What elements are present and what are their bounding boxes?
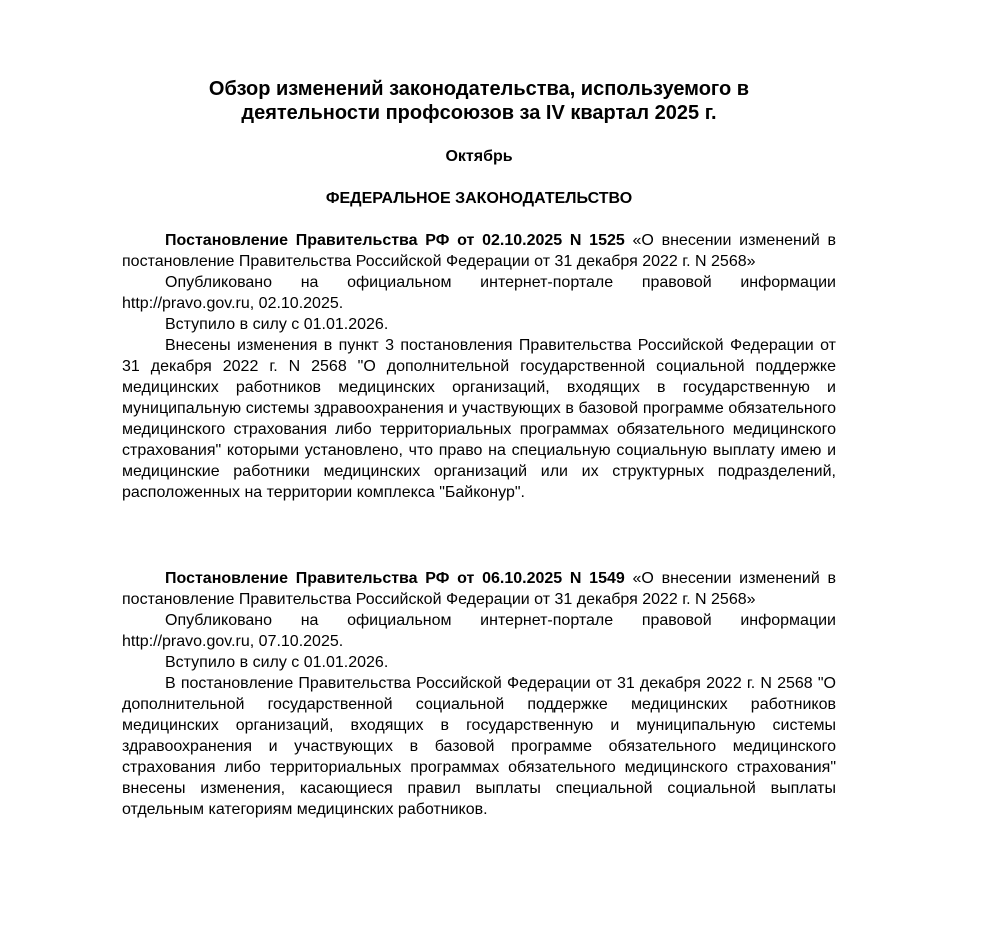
entry-summary: В постановление Правительства Российской Федерации от 31 декабря 2022 г. N 2568 "О дополнительной государственной социальной поддержке медицинских работников медицинских организаций, входящих в государственную и муниципальную системы здравоохранения и участвующих в базовой программе обязательного медицинского страхования либо территориальных программах обязательного медицинского страхования" внесены изменения, касающиеся правил выплаты специальной социальной выплаты отдельным категориям медицинских работников. [122, 675, 836, 818]
entry-title-paragraph [122, 230, 836, 272]
title-line-2: деятельности профсоюзов за IV квартал 2025 г. [241, 102, 717, 124]
title-line-1: Обзор изменений законодательства, используемого в [208, 78, 750, 100]
entry-summary: Внесены изменения в пункт 3 постановления Правительства Российской Федерации от 31 декабря 2022 г. N 2568 "О дополнительной государственной социальной поддержке медицинских работников медицинских организаций, входящих в государственную и муниципальную системы здравоохранения и участвующих в базовой программе обязательного медицинского страхования либо территориальных программах обязательного медицинского страхования" которыми установлено, что право на специальную социальную выплату имею и медицинские работники медицинских организаций или их структурных подразделений, расположенных на территории комплекса "Байконур". [122, 337, 836, 501]
entry-published: Опубликовано на официальном интернет-портале правовой информации http://pravo.gov.ru, 02.10.2025. [122, 274, 836, 312]
entry-title-paragraph [122, 568, 836, 610]
entry-heading: Постановление Правительства РФ от 06.10.2025 N 1549 [165, 570, 625, 587]
month-heading: Октябрь [445, 148, 513, 165]
entry-effective: Вступило в силу с 01.01.2026. [165, 654, 389, 671]
entry-heading: Постановление Правительства РФ от 02.10.2025 N 1525 [165, 232, 625, 249]
law-entry [122, 568, 836, 820]
document-title [120, 77, 838, 125]
entry-subject: «О внесении изменений в постановление Правительства Российской Федерации от 31 декабря 2022 г. N 2568» [122, 232, 836, 270]
entry-published: Опубликовано на официальном интернет-портале правовой информации http://pravo.gov.ru, 07.10.2025. [122, 612, 836, 650]
entry-effective: Вступило в силу с 01.01.2026. [165, 316, 389, 333]
law-entry [122, 230, 836, 503]
entry-subject: «О внесении изменений в постановление Правительства Российской Федерации от 31 декабря 2022 г. N 2568» [122, 570, 836, 608]
section-heading: ФЕДЕРАЛЬНОЕ ЗАКОНОДАТЕЛЬСТВО [325, 190, 633, 207]
